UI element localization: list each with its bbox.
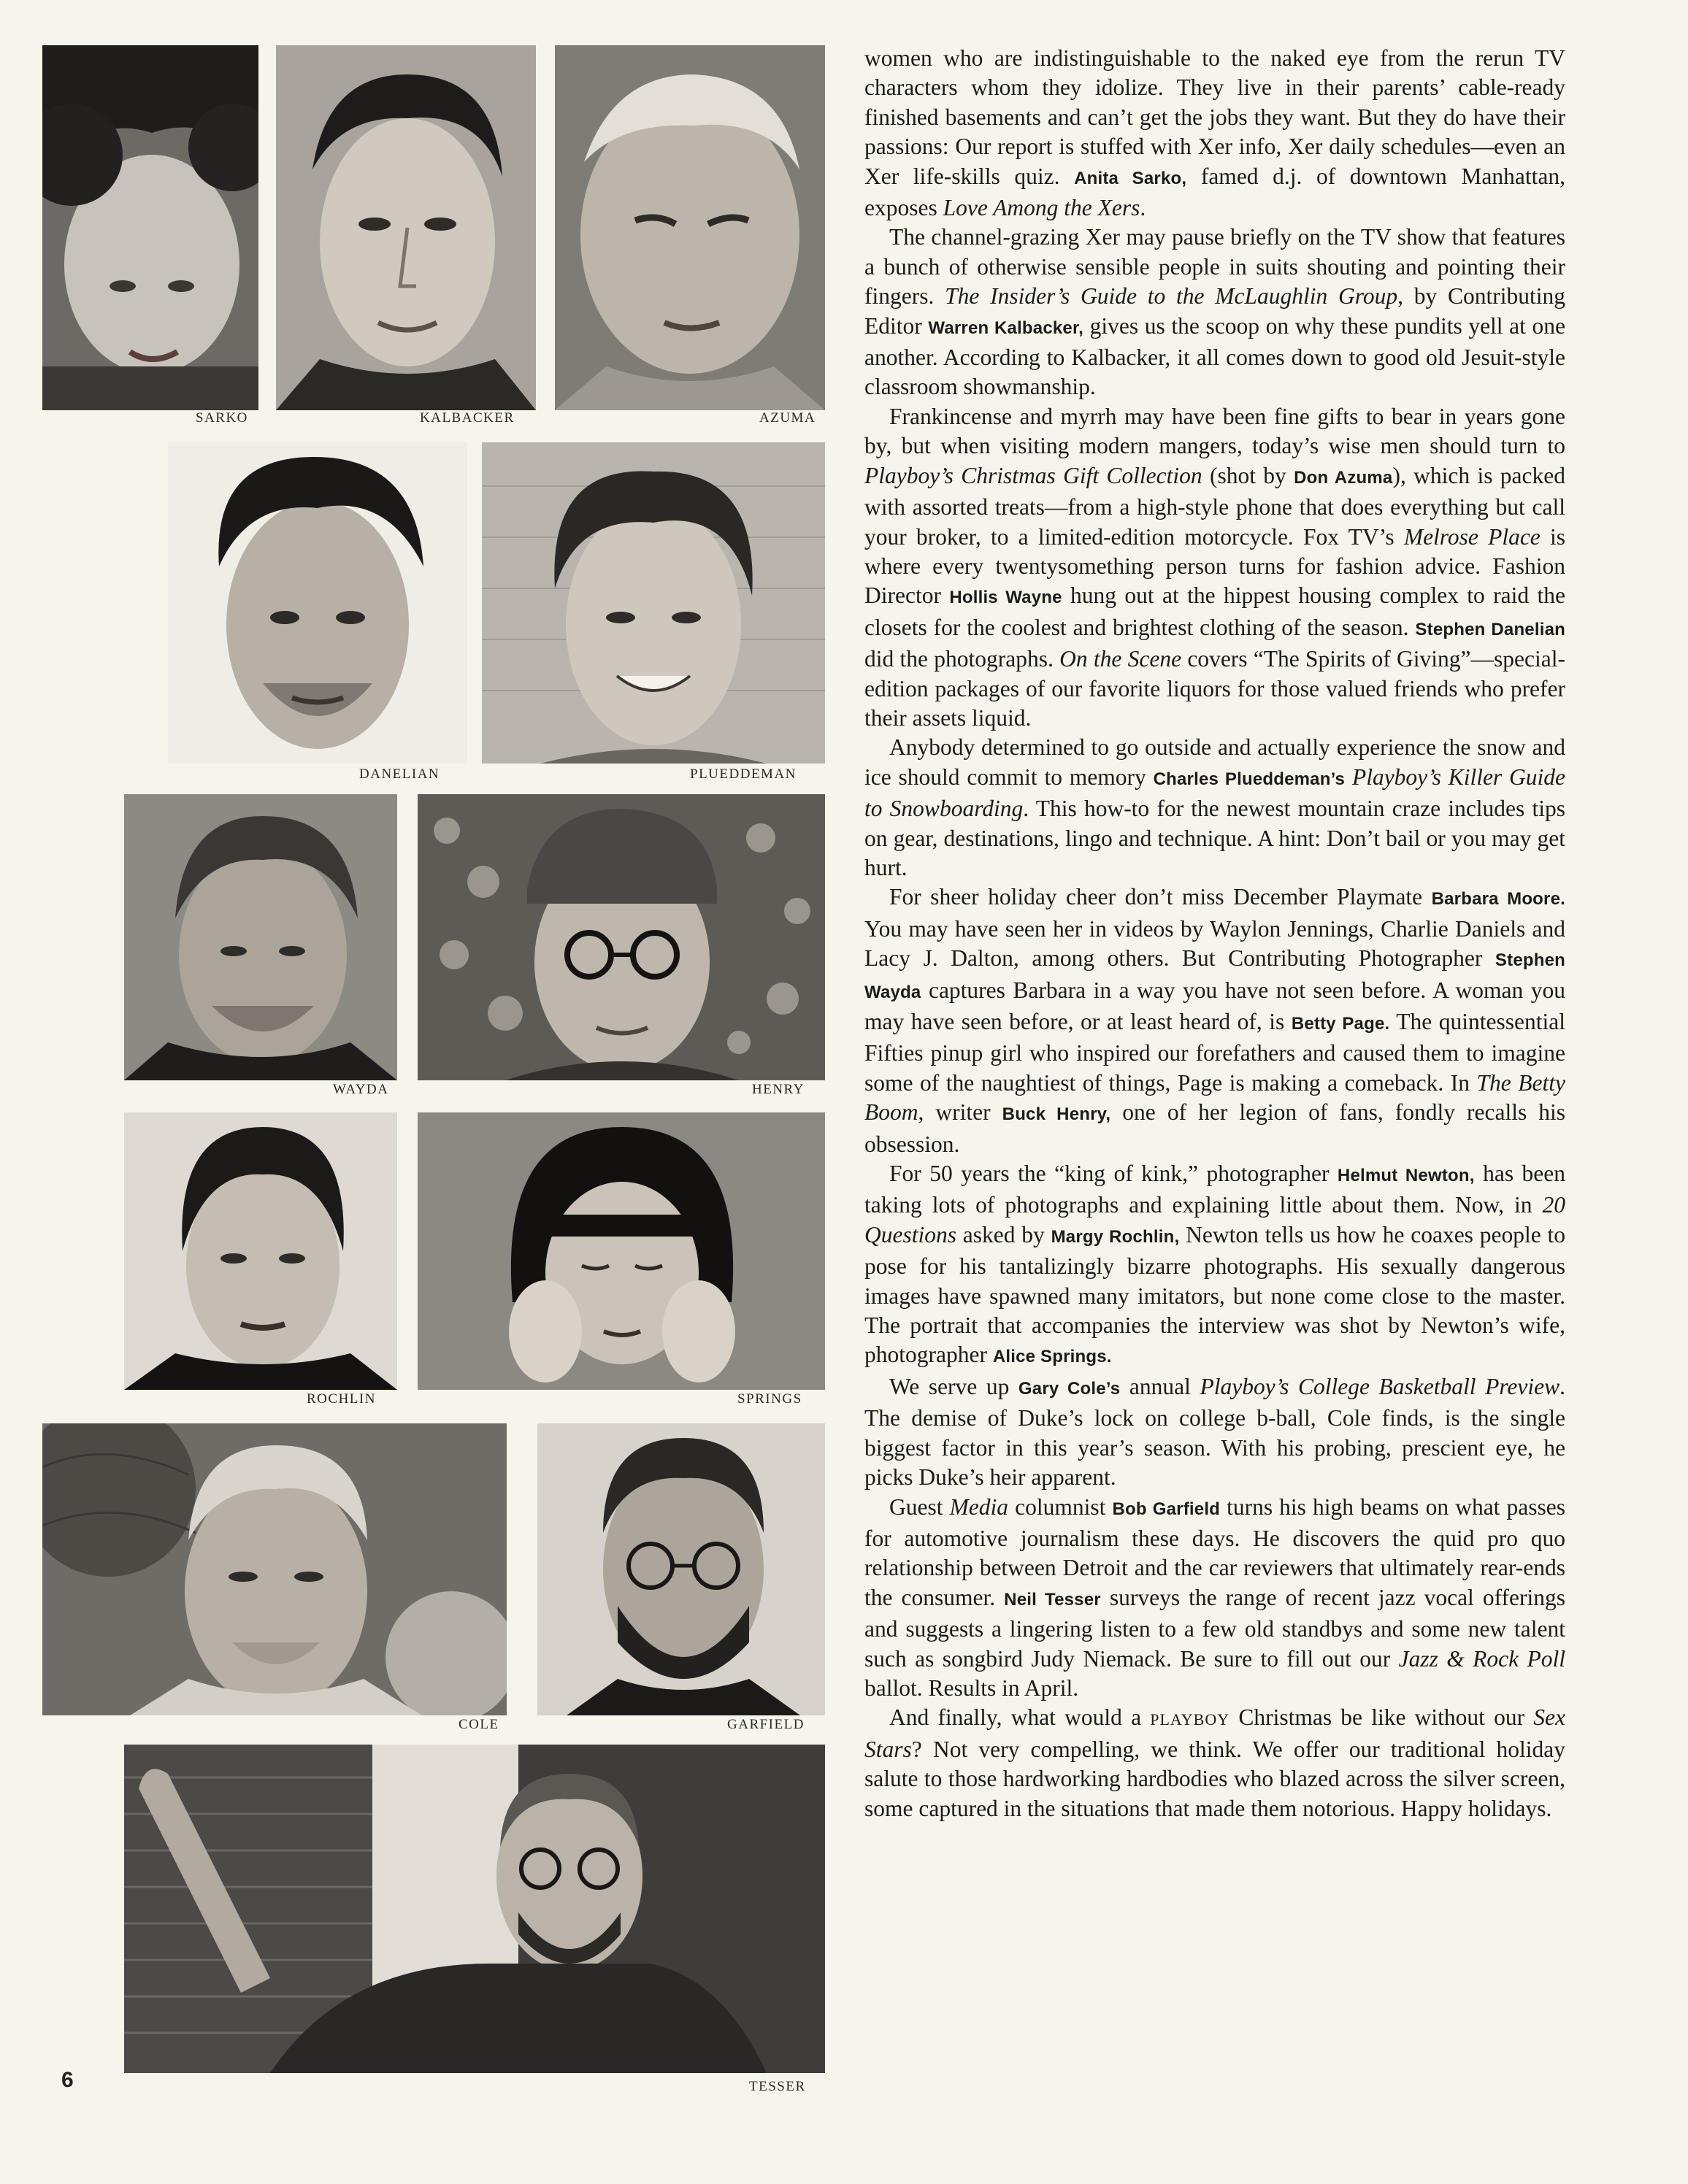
article-paragraph: Frankincense and myrrh may have been fine gifts to bear in years gone by, but when visiting modern mangers, today’s wise men should turn to Playboy’s Christmas Gift Collection (shot by Don Azuma), which is packed with assorted treats—from a high-style phone that does everything but call your broker, to a limited-edition motorcycle. Fox TV’s Melrose Place is where every twentysomething person turns for fashion advice. Fashion Director Hollis Wayne hung out at the hippest housing complex to raid the closets for the coolest and brightest clothing of the season. Stephen Danelian did the photographs. On the Scene covers “The Spirits of Giving”—special-edition packages of our favorite liquors for those valued friends who prefer their assets liquid. — [864, 403, 1565, 731]
article-paragraph: We serve up Gary Cole’s annual Playboy’s College Basketball Preview. The demise of Duke’s lock on college b-ball, Cole finds, is the single biggest factor in this year’s season. With his probing, prescient eye, he picks Duke’s heir apparent. — [864, 1373, 1565, 1491]
photo-caption-plueddeman: PLUEDDEMAN — [690, 766, 797, 782]
portrait-photo-azuma — [555, 45, 825, 410]
portrait-photo-tesser — [124, 1745, 825, 2073]
photo-caption-kalbacker: KALBACKER — [420, 410, 515, 426]
photo-caption-cole: COLE — [459, 1717, 499, 1732]
photo-caption-henry: HENRY — [752, 1082, 805, 1097]
portrait-photo-plueddeman — [482, 442, 825, 764]
article-paragraph: For sheer holiday cheer don’t miss December Playmate Barbara Moore. You may have seen her in videos by Waylon Jennings, Charlie Daniels and Lacy J. Dalton, among others. But Contributing Photographer Stephen Wayda captures Barbara in a way you have not seen before. A woman you may have seen before, or at least heard of, is Betty Page. The quintessential Fifties pinup girl who inspired our forefathers and caused them to imagine some of the naughtiest of things, Page is making a comeback. In The Betty Boom, writer Buck Henry, one of her legion of fans, fondly recalls his obsession. — [864, 884, 1565, 1157]
photo-caption-rochlin: ROCHLIN — [307, 1391, 376, 1407]
page-number: 6 — [61, 2068, 74, 2092]
photo-caption-azuma: AZUMA — [759, 410, 816, 426]
photo-caption-wayda: WAYDA — [333, 1082, 389, 1097]
portrait-photo-rochlin — [124, 1112, 397, 1390]
portrait-photo-springs — [418, 1112, 825, 1390]
portrait-photo-wayda — [124, 794, 397, 1080]
portrait-photo-garfield — [537, 1423, 825, 1715]
article-paragraph: women who are indistinguishable to the naked eye from the rerun TV characters whom they idolize. They live in their parents’ cable-ready finished basements and can’t get the jobs they want. But they do have their passions: Our report is stuffed with Xer info, Xer daily schedules—even an Xer life-skills quiz. Anita Sarko, famed d.j. of downtown Manhattan, exposes Love Among the Xers. — [864, 45, 1565, 221]
article-paragraph: Anybody determined to go outside and actually experience the snow and ice should commit to memory Charles Plueddeman’s Playboy’s Killer Guide to Snowboarding. This how-to for the newest mountain craze includes tips on gear, destinations, lingo and technique. A hint: Don’t bail or you may get hurt. — [864, 734, 1565, 880]
photo-caption-garfield: GARFIELD — [727, 1717, 805, 1732]
photo-caption-springs: SPRINGS — [737, 1391, 802, 1407]
portrait-photo-henry — [418, 794, 825, 1080]
article-paragraph: The channel-grazing Xer may pause briefly on the TV show that features a bunch of otherwise sensible people in suits shouting and pointing their fingers. The Insider’s Guide to the McLaughlin Group, by Contributing Editor Warren Kalbacker, gives us the scoop on why these pundits yell at one another. According to Kalbacker, it all comes down to good old Jesuit-style classroom showmanship. — [864, 224, 1565, 400]
photo-caption-tesser: TESSER — [749, 2079, 806, 2094]
photo-caption-sarko: SARKO — [196, 410, 248, 426]
portrait-photo-sarko — [42, 45, 258, 410]
portrait-photo-cole — [42, 1423, 507, 1715]
article-paragraph: For 50 years the “king of kink,” photographer Helmut Newton, has been taking lots of photographs and explaining little about them. Now, in 20 Questions asked by Margy Rochlin, Newton tells us how he coaxes people to pose for his tantalizingly bizarre photographs. His sexually dangerous images have spawned many imitators, but none come close to the master. The portrait that accompanies the interview was shot by Newton’s wife, photographer Alice Springs. — [864, 1161, 1566, 1368]
photo-caption-danelian: DANELIAN — [359, 766, 440, 782]
article-text-column — [864, 44, 1565, 1823]
portrait-photo-danelian — [168, 442, 467, 764]
article-paragraph: And finally, what would a PLAYBOY Christmas be like without our Sex Stars? Not very compelling, we think. We offer our traditional holiday salute to those hardworking hardbodies who blazed across the silver screen, some captured in the situations that made them notorious. Happy holidays. — [864, 1704, 1565, 1821]
portrait-photo-kalbacker — [276, 45, 536, 410]
article-paragraph: Guest Media columnist Bob Garfield turns his high beams on what passes for automotive journalism these days. He discovers the quid pro quo relationship between Detroit and the car reviewers that ultimately rear-ends the consumer. Neil Tesser surveys the range of recent jazz vocal offerings and suggests a lingering listen to a few old standbys and some new talent such as songbird Judy Niemack. Be sure to fill out our Jazz & Rock Poll ballot. Results in April. — [864, 1493, 1565, 1701]
